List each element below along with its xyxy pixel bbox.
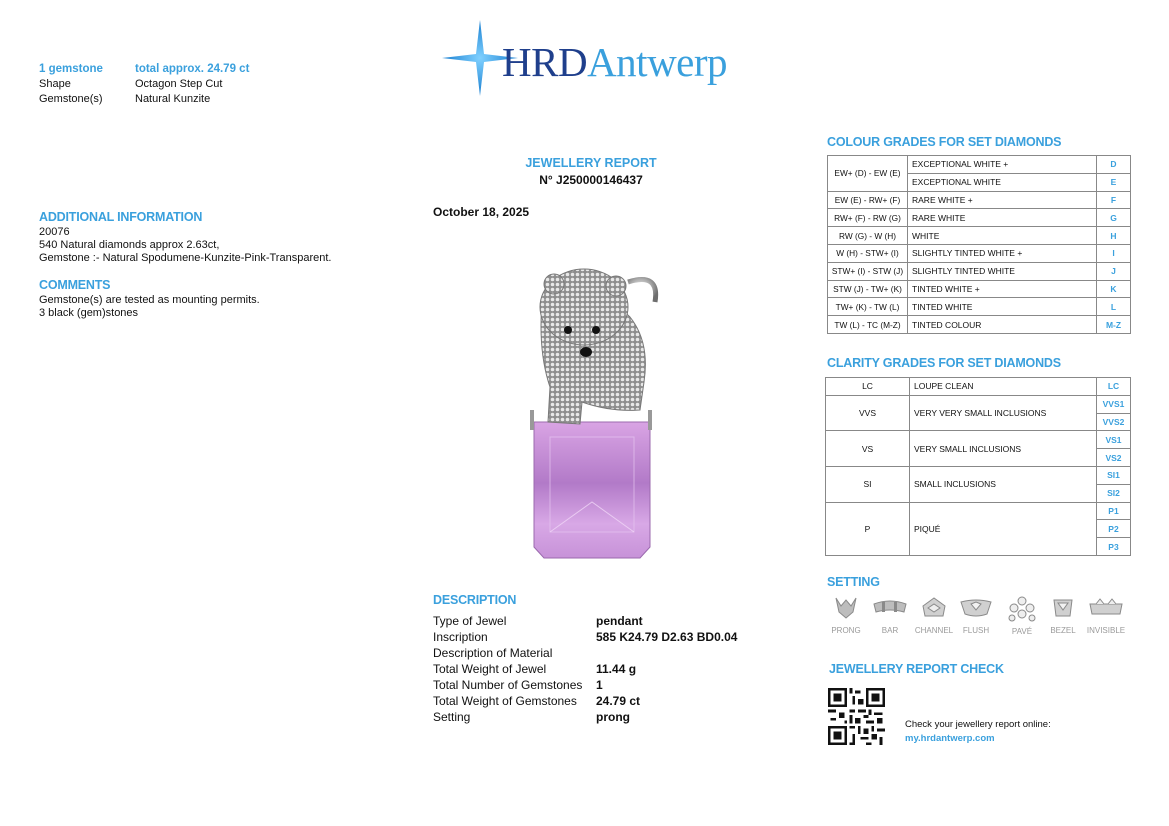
clarity-name: PIQUÉ — [910, 502, 1097, 555]
setting-label: INVISIBLE — [1086, 626, 1126, 635]
colour-name: TINTED COLOUR — [908, 316, 1097, 334]
colour-range: TW (L) - TC (M-Z) — [828, 316, 908, 334]
colour-code: F — [1097, 191, 1131, 209]
colour-grade-row — [828, 191, 1131, 209]
clarity-abbr: LC — [826, 378, 910, 396]
setting-channel — [911, 596, 957, 635]
description-label: Total Weight of Gemstones — [433, 694, 577, 708]
clarity-grade-row — [826, 378, 1131, 396]
description-table — [433, 614, 737, 726]
colour-name: WHITE — [908, 227, 1097, 245]
summary-row-gemstones — [39, 92, 210, 107]
setting-prong — [823, 596, 869, 635]
colour-grade-row — [828, 316, 1131, 334]
clarity-grade-row — [826, 466, 1131, 484]
colour-name: SLIGHTLY TINTED WHITE + — [908, 244, 1097, 262]
colour-grade-row — [828, 244, 1131, 262]
colour-code: M-Z — [1097, 316, 1131, 334]
colour-name: EXCEPTIONAL WHITE + — [908, 156, 1097, 174]
gemstones-value: Natural Kunzite — [135, 93, 211, 105]
setting-bar — [867, 596, 913, 635]
colour-range: STW (J) - TW+ (K) — [828, 280, 908, 298]
gemstones-label: Gemstone(s) — [39, 93, 103, 105]
description-label: Total Weight of Jewel — [433, 662, 547, 676]
description-heading: DESCRIPTION — [433, 593, 517, 607]
colour-name: RARE WHITE — [908, 209, 1097, 227]
colour-range: TW+ (K) - TW (L) — [828, 298, 908, 316]
clarity-code: VVS2 — [1097, 413, 1131, 431]
setting-label: PAVÉ — [1011, 627, 1033, 636]
clarity-grade-row — [826, 502, 1131, 520]
invisible-setting-icon — [1088, 596, 1124, 620]
colour-grade-row — [828, 227, 1131, 245]
pave-setting-icon — [1006, 596, 1038, 624]
gemstone-total: total approx. 24.79 ct — [135, 63, 250, 75]
bar-setting-icon — [872, 596, 908, 620]
colour-range: STW+ (I) - STW (J) — [828, 262, 908, 280]
clarity-abbr: VS — [826, 431, 910, 467]
clarity-code: LC — [1097, 378, 1131, 396]
description-row — [433, 678, 737, 694]
description-row — [433, 710, 737, 726]
setting-label: BAR — [881, 626, 899, 635]
colour-code: D — [1097, 156, 1131, 174]
setting-heading: SETTING — [827, 575, 880, 589]
comments-body — [39, 294, 260, 320]
report-check-heading: JEWELLERY REPORT CHECK — [829, 662, 1004, 676]
colour-code: L — [1097, 298, 1131, 316]
clarity-code: VS1 — [1097, 431, 1131, 449]
hrd-antwerp-logo — [440, 18, 760, 98]
shape-label: Shape — [39, 78, 71, 90]
additional-info-line: Gemstone :- Natural Spodumene-Kunzite-Pink-Transparent. — [39, 252, 332, 264]
colour-grades-heading: COLOUR GRADES FOR SET DIAMONDS — [827, 135, 1062, 149]
additional-info-line: 540 Natural diamonds approx 2.63ct, — [39, 239, 220, 251]
comments-heading: COMMENTS — [39, 278, 111, 292]
colour-grade-row — [828, 298, 1131, 316]
clarity-code: VVS1 — [1097, 395, 1131, 413]
description-row — [433, 614, 737, 630]
clarity-code: VS2 — [1097, 449, 1131, 467]
clarity-grades-heading: CLARITY GRADES FOR SET DIAMONDS — [827, 356, 1061, 370]
description-value: prong — [596, 710, 630, 724]
comment-line: 3 black (gem)stones — [39, 307, 139, 319]
description-row — [433, 662, 737, 678]
colour-name: TINTED WHITE + — [908, 280, 1097, 298]
report-check-text: Check your jewellery report online: — [905, 719, 1051, 730]
logo-hrd-text: HRD — [502, 39, 588, 85]
report-number: N° J250000146437 — [539, 173, 643, 187]
additional-info-heading: ADDITIONAL INFORMATION — [39, 210, 203, 224]
setting-label: FLUSH — [962, 626, 990, 635]
colour-range: RW (G) - W (H) — [828, 227, 908, 245]
description-value: 11.44 g — [596, 662, 637, 676]
report-title: JEWELLERY REPORT — [525, 156, 657, 170]
colour-name: EXCEPTIONAL WHITE — [908, 173, 1097, 191]
colour-range: EW (E) - RW+ (F) — [828, 191, 908, 209]
colour-code: G — [1097, 209, 1131, 227]
additional-info-body — [39, 226, 331, 265]
additional-info-line: 20076 — [39, 226, 70, 238]
channel-setting-icon — [919, 596, 949, 620]
clarity-name: SMALL INCLUSIONS — [910, 466, 1097, 502]
jewel-photo — [520, 262, 670, 562]
prong-setting-icon — [831, 596, 861, 620]
description-value: 585 K24.79 D2.63 BD0.04 — [596, 630, 738, 644]
colour-grade-row — [828, 262, 1131, 280]
report-date: October 18, 2025 — [433, 205, 530, 219]
clarity-name: VERY VERY SMALL INCLUSIONS — [910, 395, 1097, 431]
clarity-name: VERY SMALL INCLUSIONS — [910, 431, 1097, 467]
description-label: Total Number of Gemstones — [433, 678, 583, 692]
description-label: Setting — [433, 710, 471, 724]
description-value: 24.79 ct — [596, 694, 641, 708]
setting-label: CHANNEL — [914, 626, 954, 635]
colour-name: RARE WHITE + — [908, 191, 1097, 209]
clarity-abbr: P — [826, 502, 910, 555]
colour-grade-row — [828, 280, 1131, 298]
description-value: pendant — [596, 614, 643, 628]
clarity-grades-table — [825, 377, 1131, 556]
colour-grade-row — [828, 209, 1131, 227]
description-row — [433, 694, 737, 710]
description-label: Description of Material — [433, 646, 553, 660]
colour-code: J — [1097, 262, 1131, 280]
colour-range: EW+ (D) - EW (E) — [828, 156, 908, 192]
clarity-name: LOUPE CLEAN — [910, 378, 1097, 396]
clarity-abbr: SI — [826, 466, 910, 502]
clarity-abbr: VVS — [826, 395, 910, 431]
setting-pave — [999, 596, 1045, 636]
bezel-setting-icon — [1050, 596, 1076, 620]
setting-label: BEZEL — [1050, 626, 1076, 635]
colour-grade-row — [828, 156, 1131, 174]
clarity-code: P1 — [1097, 502, 1131, 520]
clarity-code: P3 — [1097, 538, 1131, 556]
description-row — [433, 630, 737, 646]
description-row — [433, 646, 737, 662]
setting-flush — [953, 596, 999, 635]
colour-range: W (H) - STW+ (I) — [828, 244, 908, 262]
summary-row-shape — [39, 77, 222, 92]
shape-value: Octagon Step Cut — [135, 78, 223, 90]
setting-invisible — [1083, 596, 1129, 635]
colour-code: I — [1097, 244, 1131, 262]
colour-name: TINTED WHITE — [908, 298, 1097, 316]
colour-range: RW+ (F) - RW (G) — [828, 209, 908, 227]
description-value — [596, 646, 737, 662]
clarity-grade-row — [826, 395, 1131, 413]
colour-name: SLIGHTLY TINTED WHITE — [908, 262, 1097, 280]
description-value: 1 — [596, 678, 603, 692]
gemstone-count: 1 gemstone — [39, 63, 103, 75]
colour-code: E — [1097, 173, 1131, 191]
clarity-code: P2 — [1097, 520, 1131, 538]
setting-label: PRONG — [831, 626, 861, 635]
colour-grades-table — [827, 155, 1131, 334]
summary-row-count — [39, 62, 249, 77]
description-label: Type of Jewel — [433, 614, 507, 628]
logo-antwerp-text: Antwerp — [587, 39, 728, 85]
qr-code-icon[interactable] — [828, 688, 885, 745]
colour-code: K — [1097, 280, 1131, 298]
clarity-code: SI1 — [1097, 466, 1131, 484]
setting-bezel — [1040, 596, 1086, 635]
description-label: Inscription — [433, 630, 488, 644]
clarity-grade-row — [826, 431, 1131, 449]
clarity-code: SI2 — [1097, 484, 1131, 502]
flush-setting-icon — [959, 596, 993, 620]
colour-code: H — [1097, 227, 1131, 245]
report-check-link[interactable]: my.hrdantwerp.com — [905, 733, 995, 744]
comment-line: Gemstone(s) are tested as mounting permits. — [39, 294, 260, 306]
